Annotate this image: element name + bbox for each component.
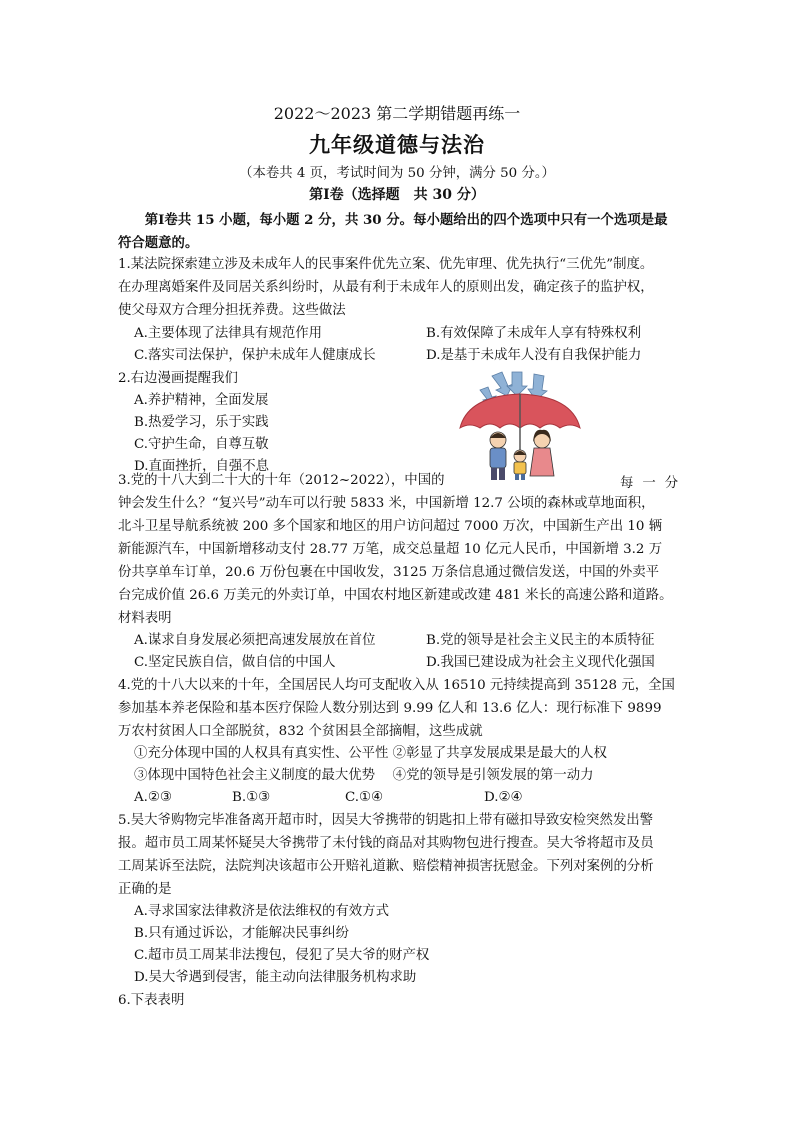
q5-option-c: C.超市员工周某非法搜包，侵犯了吴大爷的财产权 [134, 948, 430, 963]
q5-option-a: A.寻求国家法律救济是依法维权的有效方式 [134, 904, 389, 919]
family-umbrella-cartoon [452, 370, 587, 482]
q4-option-d: D.②④ [484, 790, 523, 805]
q3-stem-line-7: 材料表明 [118, 611, 172, 626]
q4-statements-1: ①充分体现中国的人权具有真实性、公平性 ②彰显了共享发展成果是最大的人权 [134, 746, 607, 761]
q4-stem-line-1: 4.党的十八大以来的十年，全国居民人均可支配收入从 16510 元持续提高到 35128 元，全国 [118, 678, 675, 693]
q4-stem-line-2: 参加基本养老保险和基本医疗保险人数分别达到 9.99 亿人和 13.6 亿人：现行标准下 9899 [118, 701, 662, 716]
q3-option-a: A.谋求自身发展必须把高速发展放在首位 [134, 633, 376, 648]
q4-option-b: B.①③ [232, 790, 271, 805]
father-figure-icon [490, 432, 506, 480]
q2-option-d: D.直面挫折，自强不息 [134, 459, 270, 474]
q4-statements-2: ③体现中国特色社会主义制度的最大优势 ④党的领导是引领发展的第一动力 [134, 768, 594, 783]
q4-option-a: A.②③ [134, 790, 172, 805]
q5-option-d: D.吴大爷遇到侵害，能主动向法律服务机构求助 [134, 970, 417, 985]
q3-stem-line-3: 北斗卫星导航系统被 200 多个国家和地区的用户访问超过 7000 万次，中国新生产出 10 辆 [118, 519, 663, 534]
q2-option-c: C.守护生命，自尊互敬 [134, 437, 269, 452]
q1-option-d: D.是基于未成年人没有自我保护能力 [426, 348, 642, 363]
q1-stem-line-1: 1.某法院探索建立涉及未成年人的民事案件优先立案、优先审理、优先执行“三优先”制度。 [118, 257, 654, 272]
q3-stem-line-6: 台完成价值 26.6 万美元的外卖订单，中国农村地区新建或改建 481 米长的高速公路和道路。 [118, 588, 673, 603]
q1-stem-line-2: 在办理离婚案件及同居关系纠纷时，从最有利于未成年人的原则出发，确定孩子的监护权， [118, 280, 654, 295]
q3-stem-line-1-tail: 每一分 [620, 476, 688, 491]
q1-option-c: C.落实司法保护，保护未成年人健康成长 [134, 348, 376, 363]
q4-option-c: C.①④ [345, 790, 384, 805]
q5-stem-line-3: 工周某诉至法院，法院判决该超市公开赔礼道歉、赔偿精神损害抚慰金。下列对案例的分析 [118, 859, 654, 874]
q1-stem-line-3: 使父母双方合理分担抚养费。这些做法 [118, 303, 346, 318]
q1-option-a: A.主要体现了法律具有规范作用 [134, 326, 323, 341]
mother-figure-icon [530, 430, 554, 476]
q4-stem-line-3: 万农村贫困人口全部脱贫，832 个贫困县全部摘帽，这些成就 [118, 724, 483, 739]
q3-stem-line-5: 份共享单车订单，20.6 万份包裹在中国收发，3125 万条信息通过微信发送，中国的外卖平 [118, 565, 660, 580]
q5-stem-line-1: 5.吴大爷购物完毕准备离开超市时，因吴大爷携带的钥匙扣上带有磁扣导致安检突然发出警 [118, 813, 654, 828]
exam-subject-title: 九年级道德与法治 [309, 132, 485, 157]
q3-option-c: C.坚定民族自信，做自信的中国人 [134, 655, 336, 670]
exam-info: （本卷共 4 页，考试时间为 50 分钟，满分 50 分。） [239, 166, 555, 181]
q2-option-b: B.热爱学习，乐于实践 [134, 415, 269, 430]
q5-stem-line-4: 正确的是 [118, 882, 172, 897]
q3-option-b: B.党的领导是社会主义民主的本质特征 [426, 633, 655, 648]
child-figure-icon [514, 450, 526, 480]
q5-option-b: B.只有通过诉讼，才能解决民事纠纷 [134, 926, 349, 941]
exam-term-title: 2022～2023 第二学期错题再练一 [273, 104, 521, 123]
q5-stem-line-2: 报。超市员工周某怀疑吴大爷携带了未付钱的商品对其购物包进行搜查。吴大爷将超市及员 [118, 836, 654, 851]
instructions-line-1: 第Ⅰ卷共 15 小题，每小题 2 分，共 30 分。每小题给出的四个选项中只有一个选项是最 [118, 212, 668, 228]
q1-option-b: B.有效保障了未成年人享有特殊权利 [426, 326, 641, 341]
q3-stem-line-4: 新能源汽车，中国新增移动支付 28.77 万笔，成交总量超 10 亿元人民币，中国新增 3.2 万 [118, 542, 663, 557]
instructions-line-2: 符合题意的。 [118, 235, 199, 251]
section-title: 第Ⅰ卷（选择题 共 30 分） [309, 187, 485, 203]
q2-option-a: A.养护精神，全面发展 [134, 393, 269, 408]
q3-stem-line-2: 钟会发生什么？“复兴号”动车可以行驶 5833 米，中国新增 12.7 公顷的森林或草地面积， [118, 496, 655, 511]
q2-stem: 2.右边漫画提醒我们 [118, 371, 238, 386]
q3-stem-line-1: 3.党的十八大到二十大的十年（2012~2022），中国的 [118, 473, 445, 488]
q6-stem: 6.下表表明 [118, 993, 185, 1008]
q3-option-d: D.我国已建设成为社会主义现代化强国 [426, 655, 655, 670]
